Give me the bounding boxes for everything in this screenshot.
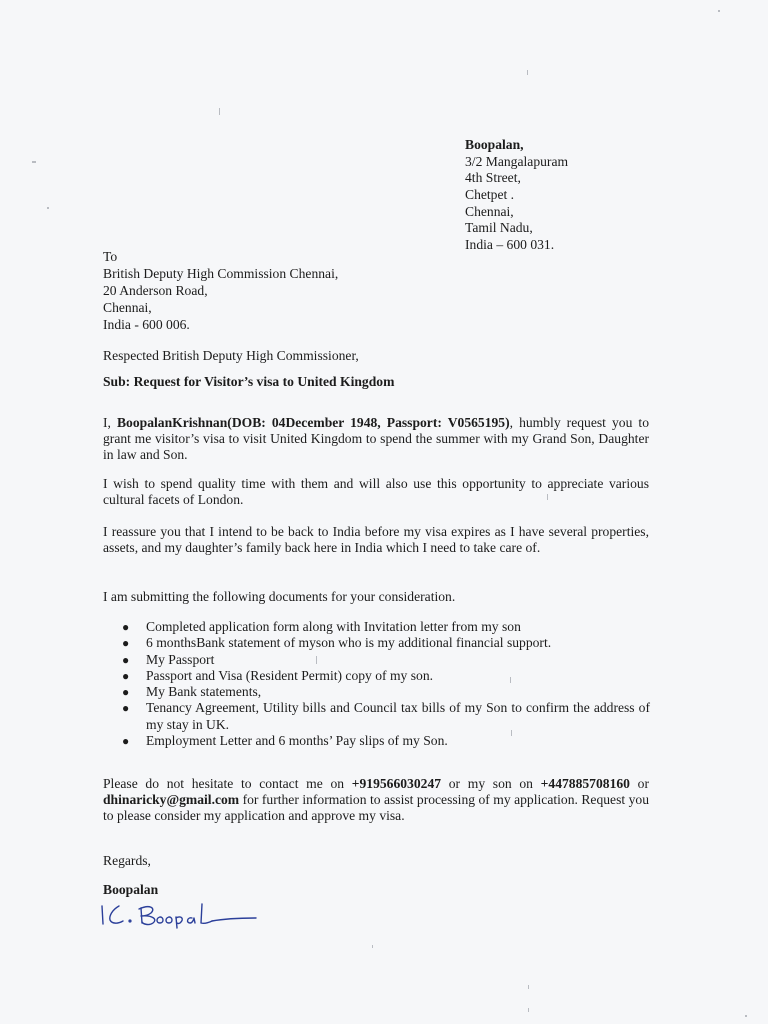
sender-address-line: 4th Street, [465,170,521,186]
sender-address-line: Tamil Nadu, [465,220,533,236]
paper-mark [510,677,511,683]
closing: Regards, [103,853,151,868]
bullet-icon: ● [122,652,130,667]
list-item-text: 6 monthsBank statement of myson who is my additional financial support. [146,635,552,651]
paragraph-purpose: I wish to spend quality time with them and will also use this opportunity to appreciate various cultural facets of London. [103,476,649,507]
list-item-text: Tenancy Agreement, Utility bills and Council tax bills of my Son to confirm the address of my stay in UK. [146,700,650,732]
list-item [120,733,650,749]
paper-mark [547,494,548,500]
paragraph-text: or [629,776,649,791]
bullet-icon: ● [122,620,130,634]
list-item [120,635,650,651]
salutation: Respected British Deputy High Commissioner, [103,348,359,363]
recipient-address-line: 20 Anderson Road, [103,283,208,298]
signatory-name: Boopalan [103,882,159,897]
contact-email: dhinaricky@gmail.com [103,792,240,807]
sender-address-line: Chennai, [465,203,514,219]
handwritten-signature [98,896,263,930]
applicant-phone: +919566030247 [351,776,442,791]
list-item [120,700,650,733]
list-item-text: Employment Letter and 6 months’ Pay slips of my Son. [146,733,448,749]
paper-mark [528,1008,529,1012]
recipient-address [103,249,338,334]
paper-mark [527,70,528,75]
paragraph-text: Please do not hesitate to contact me on [103,776,352,791]
list-item [120,668,650,684]
subject-line: Sub: Request for Visitor’s visa to United Kingdom [103,374,395,389]
recipient-address-line: Chennai, [103,300,152,315]
sender-address-line: 3/2 Mangalapuram [465,153,569,169]
list-item-text: My Passport [146,651,215,667]
sender-address-line: India – 600 031. [465,237,555,253]
list-item-text: Completed application form along with Invitation letter from my son [146,619,521,634]
paragraph-text: , humbly request you to grant me visitor’s visa to visit United Kingdom to spend the summer with my Grand Son, Daughter in law and Son. [103,415,649,462]
paper-mark [745,1015,747,1017]
paper-mark [372,945,373,948]
recipient-to: To [103,249,118,264]
list-item [120,652,650,668]
recipient-address-line: British Deputy High Commission Chennai, [103,266,339,281]
recipient-address-line: India - 600 006. [103,317,190,332]
list-item [120,684,650,700]
paragraph-contact [103,776,649,824]
bullet-icon: ● [122,685,130,700]
paragraph-documents-intro: I am submitting the following documents for your consideration. [103,589,456,604]
list-item-text: Passport and Visa (Resident Permit) copy of my son. [146,667,434,683]
bullet-icon: ● [122,701,130,716]
paper-mark [47,207,49,209]
bullet-icon: ● [122,734,130,749]
son-phone: +447885708160 [540,776,630,791]
applicant-details: BoopalanKrishnan(DOB: 04December 1948, Passport: V0565195) [116,415,510,430]
bullet-icon: ● [122,636,130,651]
paper-mark [718,10,720,12]
sender-name: Boopalan, [465,137,524,152]
sender-address [465,137,568,254]
paragraph-text: I, [103,415,117,430]
paragraph-return-assurance: I reassure you that I intend to be back to India before my visa expires as I have several properties, assets, and my daughter’s family back here in India which I need to take care of. [103,524,649,555]
paper-mark [511,730,512,736]
paragraph-request [103,415,649,463]
list-item-text: My Bank statements, [146,684,262,700]
paper-mark [32,161,36,163]
sender-address-line: Chetpet . [465,187,515,203]
paper-mark [316,656,317,664]
paper-mark [528,985,529,989]
paragraph-text: or my son on [441,776,541,791]
paragraph-text: for further information to assist processing of my application. Request you to please consider my application and approve my visa. [103,792,649,823]
bullet-icon: ● [122,668,130,683]
documents-list [120,619,650,749]
list-item [120,619,650,635]
paper-mark [219,108,220,115]
